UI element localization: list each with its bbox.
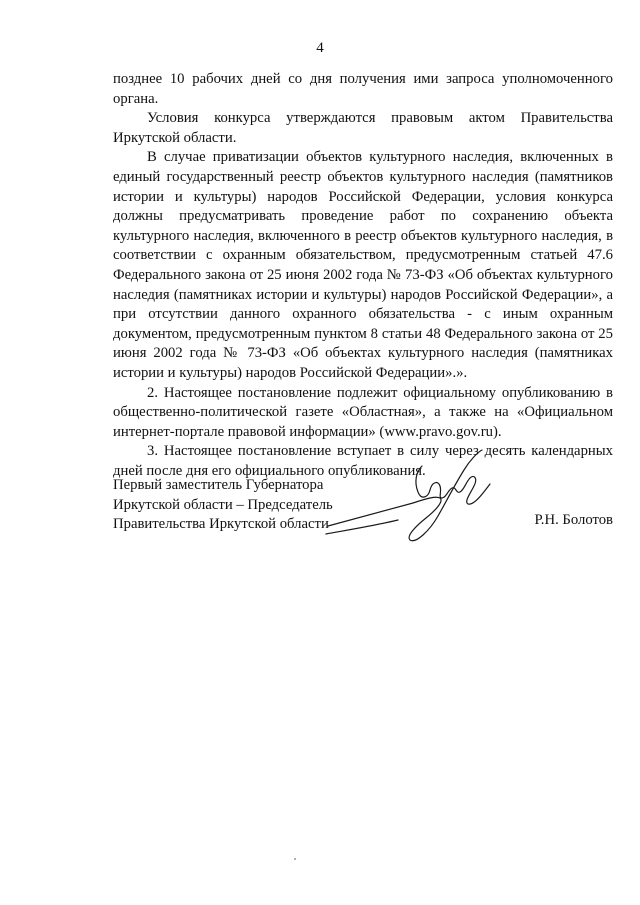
scan-speck bbox=[294, 858, 296, 860]
signer-title-line: Иркутской области – Председатель bbox=[113, 496, 333, 513]
signer-title-line: Первый заместитель Губернатора bbox=[113, 477, 324, 493]
paragraph-cultural-heritage: В случае приватизации объектов культурного наследия, включенных в единый государственный реестр объектов культурного наследия (памятников истории и культуры) народов Российской Федерации, условия конкурса должны предусматривать проведение работ по сохранению объекта культурного наследия, включенного в реестр объектов культурного наследия, в соответствии с охранным обязательством, предусмотренным статьей 47.6 Федерального закона от 25 июня 2002 года № 73-ФЗ «Об объектах культурного наследия (памятниках истории и культуры) народов Российской Федерации», а при отсутствии данного охранного обязательства - с иным охранным документом, предусмотренным пунктом 8 статьи 48 Федерального закона от 25 июня 2002 года № 73-ФЗ «Об объектах культурного наследия (памятниках истории и культуры) народов Российской Федерации».». bbox=[113, 149, 613, 381]
signer-title-line: Правительства Иркутской области bbox=[113, 516, 329, 533]
signer-title bbox=[113, 476, 333, 535]
signer-name: Р.Н. Болотов bbox=[534, 512, 613, 528]
paragraph-contest-conditions: Условия конкурса утверждаются правовым актом Правительства Иркутской области. bbox=[113, 110, 613, 146]
handwritten-signature bbox=[318, 448, 498, 548]
document-body bbox=[113, 70, 613, 481]
paragraph-continuation: позднее 10 рабочих дней со дня получения ими запроса уполномоченного органа. bbox=[113, 71, 613, 107]
paragraph-effective-date: 3. Настоящее постановление вступает в силу через десять календарных дней после дня его официального опубликования. bbox=[113, 443, 613, 479]
paragraph-publication: 2. Настоящее постановление подлежит официальному опубликованию в общественно-политической газете «Областная», а также на «Официальном интернет-портале правовой информации» (www.pravo.gov.ru). bbox=[113, 384, 613, 440]
page-number: 4 bbox=[316, 40, 324, 56]
